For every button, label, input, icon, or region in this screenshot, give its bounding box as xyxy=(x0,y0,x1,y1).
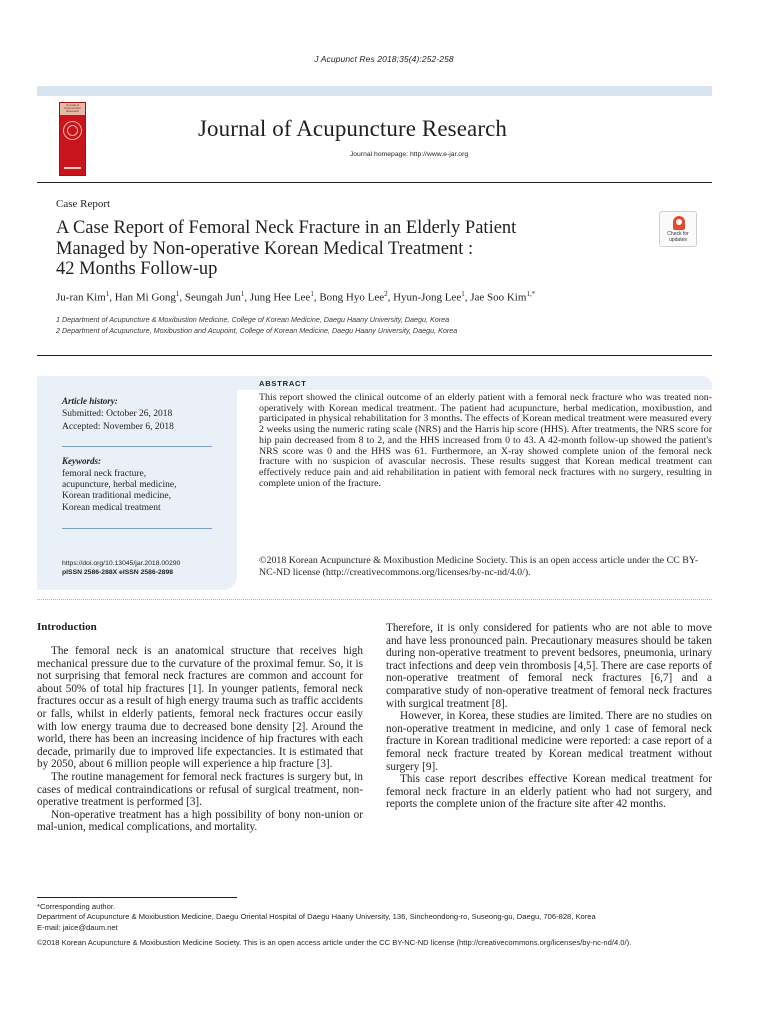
cover-footer-strip xyxy=(64,167,81,169)
title-line: Managed by Non-operative Korean Medical Treatment : xyxy=(56,238,474,259)
author-name: Han Mi Gong xyxy=(114,291,176,304)
author-affiliation-mark: 1 xyxy=(461,290,465,298)
author-name: Jae Soo Kim xyxy=(470,291,527,304)
body-paragraph: Therefore, it is only considered for patients who are not able to move and have less pronounced pain. Precautionary measures should be taken during non-operative treatment to prevent bedsores, pneumonia, urinary tract infections and deep vein thrombosis [4,5]. There are case reports of non-operative treatment of femoral neck fractures [6,7] and a comparative study of non-operative treatment of femoral neck fractures with surgical treatment [8]. xyxy=(386,622,712,710)
article-type: Case Report xyxy=(56,198,111,210)
journal-citation: J Acupunct Res 2018;35(4):252-258 xyxy=(314,54,454,64)
footnote-rule xyxy=(37,897,237,898)
author-name: Seungah Jun xyxy=(184,291,241,304)
affiliation: 1 Department of Acupuncture & Moxibustion Medicine, College of Korean Medicine, Daegu Haany University, Daegu, Korea xyxy=(56,315,450,324)
article-title xyxy=(56,218,616,280)
affiliation: 2 Department of Acupuncture, Moxibustion and Acupoint, College of Korean Medicine, Daegu Haany University, Daegu, Korea xyxy=(56,326,458,335)
corresponding-author-note: *Corresponding author. xyxy=(37,902,116,911)
journal-title: Journal of Acupuncture Research xyxy=(198,116,508,141)
author-affiliation-mark: 1 xyxy=(310,290,314,298)
dotted-divider xyxy=(37,599,712,600)
author-email[interactable]: E-mail: jaice@daum.net xyxy=(37,923,118,932)
article-history-label: Article history: xyxy=(62,396,118,406)
keywords-label: Keywords: xyxy=(62,456,101,466)
author-affiliation-mark: 1 xyxy=(240,290,245,298)
author-name: Hyun-Jong Lee xyxy=(393,291,462,304)
doi-link[interactable]: https://doi.org/10.13045/jar.2018.00290 xyxy=(62,560,181,567)
accepted-date: Accepted: November 6, 2018 xyxy=(62,422,174,432)
abstract-header-band xyxy=(37,376,712,390)
header-rule xyxy=(37,182,712,183)
check-for-updates-badge[interactable] xyxy=(659,211,697,247)
title-line: 42 Months Follow-up xyxy=(56,259,218,279)
abstract-text: This report showed the clinical outcome of an elderly patient with a femoral neck fracture who was treated non-operatively with Korean medical treatment. The patient had acupuncture, herbal medication, moxibustion, and participated in physical rehabilitation for 3 months. The effects of Korean medical treatment were measured every 2 weeks using the numeric rating scale (NRS) and the Harris hip score (HHS). After treatments, the NRS score for hip pain decreased from 8 to 2, and the HHS increased from 0 to 43. A 42-month follow-up showed the patient's NRS score was 0 and the HHS was 61. Furthermore, an X-ray showed complete union of the femoral neck fracture with no suspicion of avascular necrosis. These results suggest that Korean medical treatment can effectively reduce pain and aid rehabilitation in patient with femoral neck fractures with no surgery, resulting in complete union of the fracture. xyxy=(259,392,712,489)
header-accent-band xyxy=(37,86,712,96)
issn: pISSN 2586-288X eISSN 2586-2898 xyxy=(62,569,174,576)
author-address: Department of Acupuncture & Moxibustion Medicine, Daegu Oriental Hospital of Daegu Haany University, 136, Sincheondong-ro, Suseong-gu, Daegu, 706-828, Korea xyxy=(37,912,596,921)
author-list: Ju-ran Kim$^1$, Han Mi Gong$^1$, Seungah Jun$^1$, Jung Hee Lee$^1$, Bong Hyo Lee$^2$, Hyun-Jong Lee$^1$, Jae Soo Kim$^{1,*}$ xyxy=(56,290,536,304)
author-name: Ju-ran Kim xyxy=(56,291,106,304)
bookmark-icon xyxy=(673,216,685,230)
license-note: ©2018 Korean Acupuncture & Moxibustion Medicine Society. This is an open access article under the CC BY-NC-ND license (http://creativecommons.org/licenses/by-nc-nd/4.0/). xyxy=(37,938,632,947)
submitted-date: Submitted: October 26, 2018 xyxy=(62,409,173,419)
keyword-item: acupuncture, herbal medicine, xyxy=(62,480,177,491)
author-affiliation-mark: 1 xyxy=(105,290,110,298)
section-rule xyxy=(37,355,712,356)
abstract-heading: ABSTRACT xyxy=(259,379,307,388)
badge-label: Check for updates xyxy=(667,231,689,243)
body-paragraph: The femoral neck is an anatomical structure that receives high mechanical pressure due to the curvature of the proximal femur. So, it is not surprising that femoral neck fractures are common and account for about 50% of total hip fractures [1]. In younger patients, femoral neck fractures occur as a result of high energy trauma such as traffic accidents or falls, whilst in elderly patients, femoral neck fractures occur easily with low energy trauma due to decreased bone density [2]. Around the world, there has been an increasing incidence of hip fractures with each decade, primarily due to improved life expectancies. It is estimated that by 2050, about 6 million people will experience a hip fracture [3]. xyxy=(37,645,363,771)
sidebar-divider xyxy=(62,446,212,447)
cover-title: Journal of Acupuncture Research xyxy=(64,103,81,114)
author-affiliation-mark: 1 xyxy=(175,290,180,298)
body-paragraph: Non-operative treatment has a high possibility of bony non-union or mal-union, medical complications, and mortality. xyxy=(37,808,363,834)
body-paragraph: The routine management for femoral neck fractures is surgery but, in cases of medical contraindications or refusal of surgical treatment, non-operative treatment is performed [3]. xyxy=(37,770,363,809)
body-paragraph: This case report describes effective Korean medical treatment for femoral neck fracture in an elderly patient who had not surgery, and reports the complete union of the fracture site after 42 months. xyxy=(386,773,712,811)
journal-homepage[interactable]: Journal homepage: http://www.e-jar.org xyxy=(349,151,469,158)
keyword-item: Korean medical treatment xyxy=(62,502,161,513)
body-column-right xyxy=(386,622,712,811)
keyword-item: Korean traditional medicine, xyxy=(62,491,171,502)
keyword-list xyxy=(62,469,232,514)
title-line: A Case Report of Femoral Neck Fracture in an Elderly Patient xyxy=(56,218,517,238)
body-column-left xyxy=(37,645,363,834)
author-affiliation-mark: 2 xyxy=(384,290,388,298)
author-affiliation-mark: 1,* xyxy=(526,290,536,298)
abstract-copyright: ©2018 Korean Acupuncture & Moxibustion Medicine Society. This is an open access article under the CC BY-NC-ND license (http://creativecommons.org/licenses/by-nc-nd/4.0/). xyxy=(259,555,699,578)
sidebar-divider xyxy=(62,528,212,529)
introduction-heading: Introduction xyxy=(37,621,97,633)
author-name: Jung Hee Lee xyxy=(249,291,311,304)
author-name: Bong Hyo Lee xyxy=(319,291,385,304)
keyword-item: femoral neck fracture, xyxy=(62,469,147,479)
body-paragraph: However, in Korea, these studies are limited. There are no studies on non-operative treatment in medicine, and only 1 case of femoral neck fracture in Korean traditional medicine were reported: a case report of a femoral neck fracture treated by Korean medical treatment without surgery [9]. xyxy=(386,710,712,773)
